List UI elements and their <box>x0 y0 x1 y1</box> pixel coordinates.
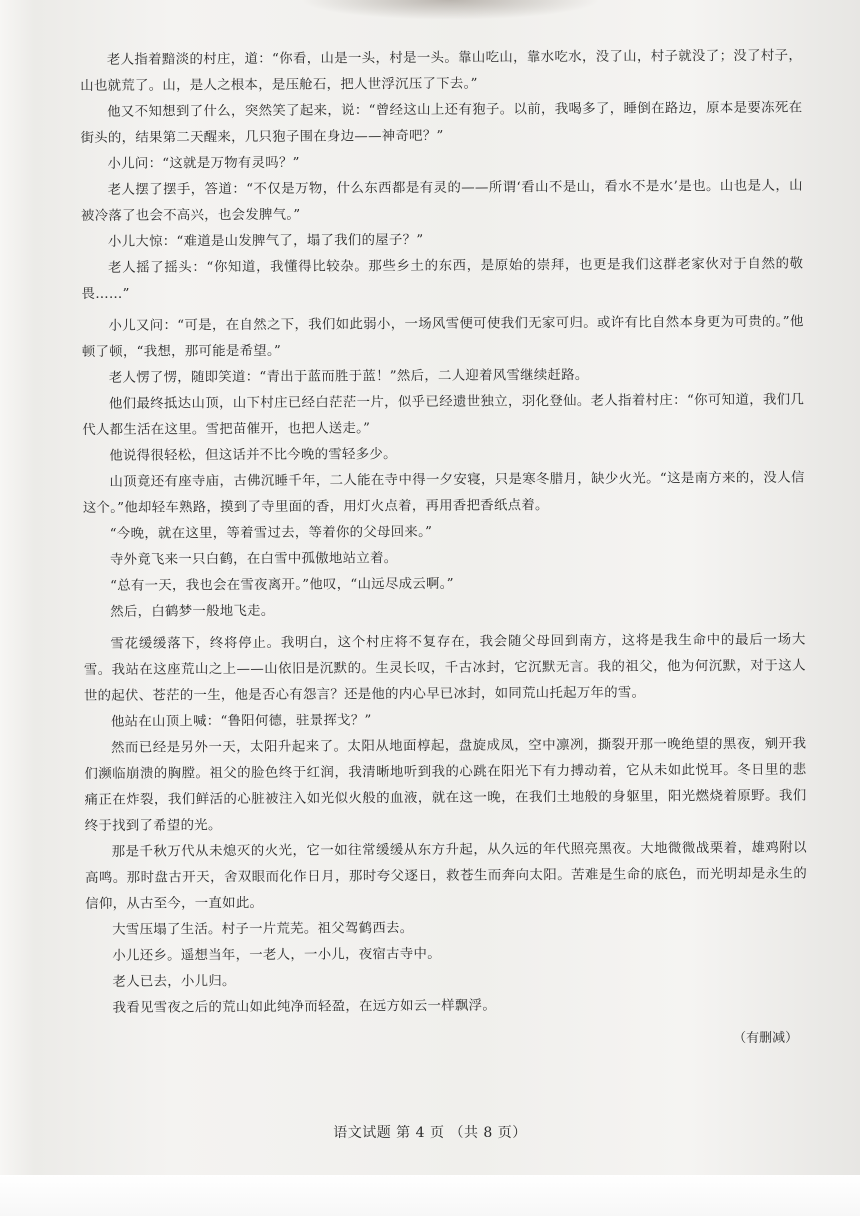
paragraph: 雪花缓缓落下，终将停止。我明白，这个村庄将不复存在，我会随父母回到南方，这将是我生命中的最后一场大雪。我站在这座荒山之上——山依旧是沉默的。生灵长叹，千古冰封，它沉默无言。我的祖父，他为何沉默，对于这人世的起伏、苍茫的一生，他是否心有怨言？还是他的内心早已冰封，如同荒山托起万年的雪。 <box>83 632 806 704</box>
bottom-margin <box>0 1175 860 1216</box>
paragraph: 小儿又问：“可是，在自然之下，我们如此弱小，一场风雪便可使我们无家可归。或许有比自然本身更为可贵的。”他顿了顿，“我想，那可能是希望。” <box>81 314 804 360</box>
paragraph: 老人已去，小儿归。 <box>112 974 236 990</box>
paragraph: 小儿还乡。遥想当年，一老人，一小儿，夜宿古寺中。 <box>112 946 441 964</box>
paragraph: 那是千秋万代从未熄灭的火光，它一如往常缓缓从东方升起，从久远的年代照亮黑夜。大地微微战栗着，雄鸡附以高鸣。那时盘古开天，舍双眼而化作日月，那时夸父逐日，救苍生而奔向太阳。苦难是生命的底色，而光明却是永生的信仰，从古至今，一直如此。 <box>85 840 808 912</box>
paragraph: 我看见雪夜之后的荒山如此纯净而轻盈，在远方如云一样飘浮。 <box>112 998 497 1016</box>
paragraph: 然后，白鹤梦一般地飞走。 <box>110 603 275 620</box>
page-footer: 语文试题 第 4 页 （共 8 页） <box>333 1125 527 1141</box>
paragraph: 大雪压塌了生活。村子一片荒芜。祖父驾鹤西去。 <box>112 920 414 938</box>
paragraph: 老人摇了摇头：“你知道，我懂得比较杂。那些乡土的东西，是原始的崇拜，也更是我们这群老家伙对于自然的敬畏……” <box>81 256 804 302</box>
paragraph: 老人指着黯淡的村庄，道：“你看，山是一头，村是一头。靠山吃山，靠水吃水，没了山，村子就没了；没了村子，山也就荒了。山，是人之根本，是压舱石，把人世浮沉压了下去。” <box>80 48 803 94</box>
paragraph: 小儿大惊：“难道是山发脾气了，塌了我们的屋子？” <box>107 232 424 250</box>
paragraph: 山顶竟还有座寺庙，古佛沉睡千年，二人能在寺中得一夕安寝，只是寒冬腊月，缺少火光。“这是南方来的，没人信这个。”他却轻车熟路，摸到了寺里面的香，用灯火点着，再用香把香纸点着。 <box>82 470 805 516</box>
finger-shadow <box>300 0 600 20</box>
abridged-note: （有删减） <box>733 1030 799 1047</box>
paragraph: 寺外竟飞来一只白鹤，在白雪中孤傲地站立着。 <box>109 551 398 568</box>
paragraph: “今晚，就在这里，等着雪过去，等着你的父母回来。” <box>109 524 433 542</box>
paragraph: 然而已经是另外一天，太阳升起来了。太阳从地面椁起，盘旋成凤，空中凛冽，撕裂开那一晚绝望的黑夜，剜开我们濒临崩溃的胸膛。祖父的脸色终于红润，我清晰地听到我的心跳在阳光下有力搏动着，它从未如此悦耳。冬日里的悲痛正在炸裂，我们鲜活的心脏被注入如光似火般的血液，就在这一晚，在我们土地般的身躯里，阳光燃烧着原野。我们终于找到了希望的光。 <box>84 736 807 834</box>
paragraph: 他说得很轻松，但这话并不比今晚的雪轻多少。 <box>109 447 397 464</box>
paragraph: 他又不知想到了什么，突然笑了起来，说：“曾经这山上还有狍子。以前，我喝多了，睡倒在路边，原本是要冻死在街头的，结果第二天醒来，几只狍子围在身边——神奇吧？” <box>80 100 803 146</box>
paragraph: 他站在山顶上喊：“鲁阳何德，驻景挥戈？” <box>110 713 372 730</box>
paragraph: 老人愣了愣，随即笑道：“青出于蓝而胜于蓝！”然后，二人迎着风雪继续赶路。 <box>108 367 589 386</box>
paragraph: 老人摆了摆手，答道：“不仅是万物，什么东西都是有灵的——所谓‘看山不是山，看水不是水’是也。山也是人，山被冷落了也会不高兴，也会发脾气。” <box>80 178 803 224</box>
reading-passage <box>80 44 808 1056</box>
paragraph: “总有一天，我也会在雪夜离开。”他叹，“山远尽成云啊。” <box>110 576 454 594</box>
paragraph: 他们最终抵达山顶，山下村庄已经白茫茫一片，似乎已经遗世独立，羽化登仙。老人指着村庄：“你可知道，我们几代人都生活在这里。雪把苗催开，也把人送走。” <box>82 392 805 438</box>
paragraph: 小儿问：“这就是万物有灵吗？” <box>107 155 300 172</box>
